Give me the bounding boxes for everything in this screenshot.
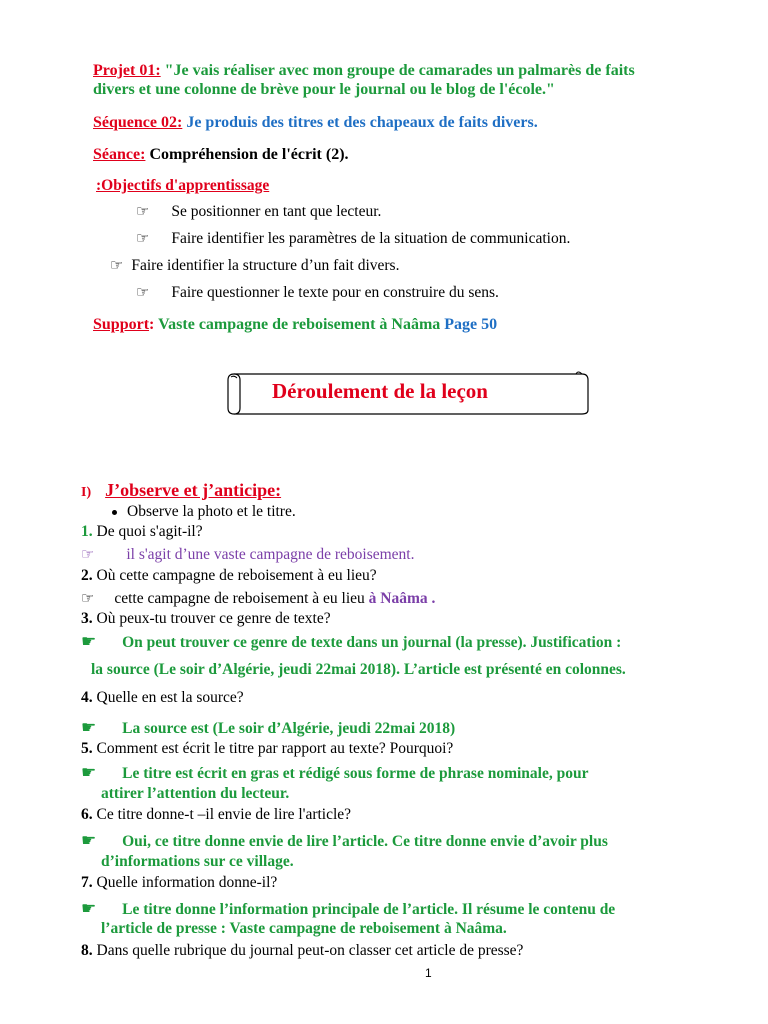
question-text: Où cette campagne de reboisement à eu lieu? — [96, 567, 377, 584]
answer-text: Oui, ce titre donne envie de lire l’article. Ce titre donne envie d’avoir plus — [122, 833, 608, 850]
question-number: 5. — [81, 740, 93, 757]
answer-place: à Naâma . — [368, 590, 436, 607]
question-2 — [81, 567, 377, 585]
sequence-label: Séquence 02: — [93, 114, 183, 131]
question-number: 7. — [81, 874, 93, 891]
support-line — [93, 316, 497, 334]
objectif-text: Faire identifier les paramètres de la situation de communication. — [171, 230, 571, 247]
question-number: 2. — [81, 567, 93, 584]
projet-label: Projet 01: — [93, 62, 161, 79]
sequence-text: Je produis des titres et des chapeaux de faits divers. — [186, 114, 538, 131]
lesson-banner — [226, 368, 590, 416]
support-label: Support — [93, 316, 150, 333]
section-heading — [81, 480, 281, 501]
seance-line — [93, 146, 349, 164]
instruction-item — [112, 503, 296, 521]
pointing-hand-icon: ☛ — [81, 763, 97, 783]
question-1 — [81, 523, 203, 541]
pointing-hand-icon: ☛ — [81, 899, 97, 919]
question-number: 8. — [81, 942, 93, 959]
pointing-hand-icon: ☛ — [81, 632, 97, 652]
pointing-hand-icon: ☞ — [136, 202, 150, 220]
projet-line-1 — [93, 62, 635, 80]
projet-text-1: "Je vais réaliser avec mon groupe de camarades un palmarès de faits — [164, 62, 635, 79]
answer-4 — [81, 718, 455, 738]
objectif-text: Faire questionner le texte pour en construire du sens. — [171, 284, 499, 301]
section-title: J’observe et j’anticipe: — [105, 480, 282, 500]
question-number: 1. — [81, 523, 93, 540]
instruction-text: Observe la photo et le titre. — [127, 503, 296, 520]
question-5 — [81, 740, 453, 758]
answer-1 — [81, 545, 414, 564]
pointing-hand-icon: ☞ — [81, 589, 95, 607]
answer-text: Le titre est écrit en gras et rédigé sous forme de phrase nominale, pour — [122, 765, 589, 782]
answer-text: La source est (Le soir d’Algérie, jeudi 22mai 2018) — [122, 720, 456, 737]
pointing-hand-icon: ☞ — [136, 283, 150, 301]
bullet-icon — [112, 510, 117, 515]
objectifs-title: :Objectifs d'apprentissage — [96, 177, 270, 194]
answer-5-line-2: attirer l’attention du lecteur. — [101, 785, 290, 802]
question-7 — [81, 874, 277, 892]
answer-6-line-2: d’informations sur ce village. — [101, 853, 294, 870]
question-text: De quoi s'agit-il? — [96, 523, 203, 540]
answer-7-line-2: l’article de presse : Vaste campagne de reboisement à Naâma. — [101, 920, 507, 937]
question-text: Quelle information donne-il? — [96, 874, 278, 891]
support-page: Page 50 — [444, 316, 498, 333]
answer-text: cette campagne de reboisement à eu lieu — [114, 590, 365, 607]
question-4 — [81, 689, 244, 707]
page-number: 1 — [425, 966, 432, 980]
sequence-line — [93, 114, 538, 132]
objectif-item — [110, 256, 399, 275]
answer-6-line-1 — [81, 831, 608, 851]
support-text: Vaste campagne de reboisement à Naâma — [158, 316, 441, 333]
question-text: Ce titre donne-t –il envie de lire l'article? — [96, 806, 352, 823]
question-8 — [81, 942, 523, 960]
question-6 — [81, 806, 351, 824]
answer-5-line-1 — [81, 763, 588, 783]
question-text: Où peux-tu trouver ce genre de texte? — [96, 610, 331, 627]
projet-line-2: divers et une colonne de brève pour le journal ou le blog de l'école." — [93, 81, 555, 98]
answer-3-line-1 — [81, 632, 621, 652]
section-number: I) — [81, 485, 92, 500]
question-text: Comment est écrit le titre par rapport au texte? Pourquoi? — [96, 740, 454, 757]
objectif-text: Se positionner en tant que lecteur. — [171, 203, 382, 220]
question-number: 4. — [81, 689, 93, 706]
answer-text: il s'agit d’une vaste campagne de reboisement. — [126, 546, 415, 563]
question-text: Quelle en est la source? — [96, 689, 244, 706]
pointing-hand-icon: ☛ — [81, 718, 97, 738]
pointing-hand-icon: ☞ — [81, 545, 95, 563]
answer-3-line-2: la source (Le soir d’Algérie, jeudi 22mai 2018). L’article est présenté en colonnes. — [91, 661, 626, 678]
question-number: 3. — [81, 610, 93, 627]
banner-title: Déroulement de la leçon — [272, 379, 488, 403]
seance-label: Séance: — [93, 146, 146, 163]
pointing-hand-icon: ☞ — [110, 256, 124, 274]
objectif-item — [136, 283, 499, 302]
answer-2 — [81, 589, 435, 608]
question-text: Dans quelle rubrique du journal peut-on classer cet article de presse? — [96, 942, 524, 959]
pointing-hand-icon: ☞ — [136, 229, 150, 247]
objectif-item — [136, 229, 570, 248]
answer-7-line-1 — [81, 899, 615, 919]
question-3 — [81, 610, 331, 628]
objectif-text: Faire identifier la structure d’un fait divers. — [131, 257, 400, 274]
question-number: 6. — [81, 806, 93, 823]
support-colon: : — [149, 316, 155, 333]
seance-text: Compréhension de l'écrit (2). — [149, 146, 349, 163]
objectif-item — [136, 202, 381, 221]
answer-text: Le titre donne l’information principale de l’article. Il résume le contenu de — [122, 901, 616, 918]
pointing-hand-icon: ☛ — [81, 831, 97, 851]
answer-text: On peut trouver ce genre de texte dans un journal (la presse). Justification : — [122, 634, 622, 651]
